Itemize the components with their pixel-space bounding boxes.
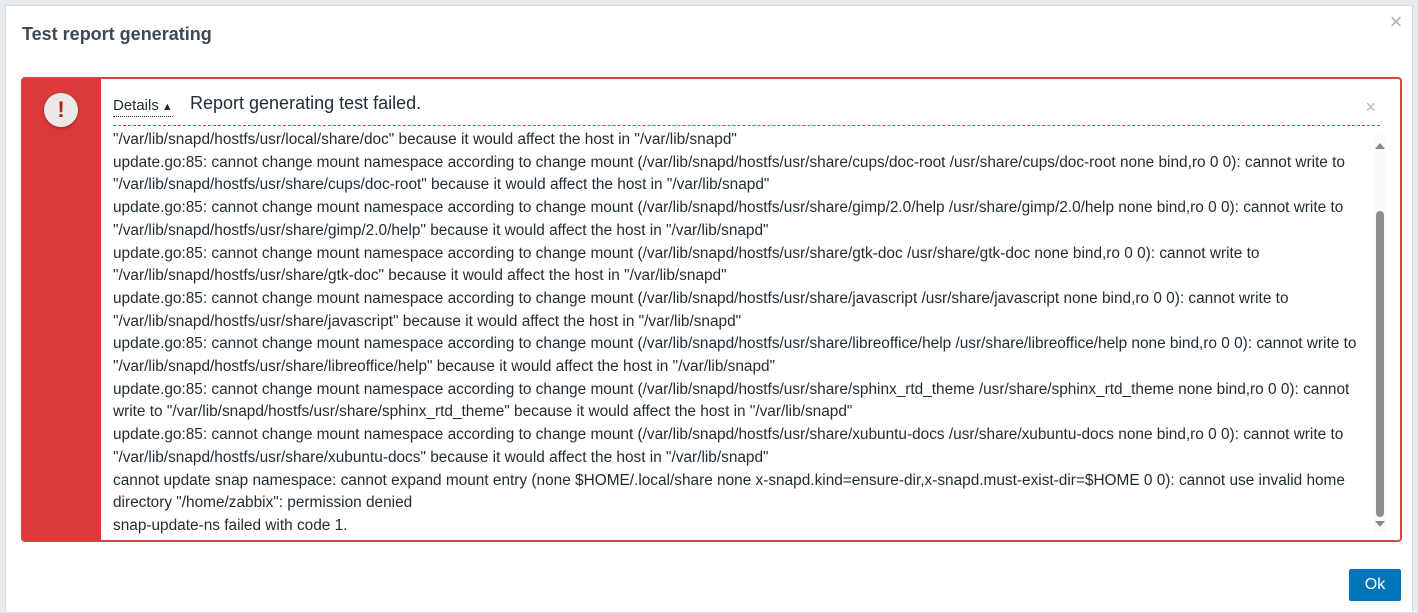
log-line: update.go:85: cannot change mount namespace according to change mount (/var/lib/snapd/hostfs/usr/share/javascript /usr/share/javascript none bind,ro 0 0): cannot write to "/var/lib/snapd/hostfs/usr/share/javascript" because it would affect the host in "/var/lib/snapd" [113, 289, 1289, 330]
error-title: Report generating test failed. [190, 93, 422, 113]
error-header [113, 91, 1380, 126]
log-line: update.go:85: cannot change mount namespace according to change mount (/var/lib/snapd/hostfs/usr/share/cups/doc-root /usr/share/cups/doc-root none bind,ro 0 0): cannot write to "/var/lib/snapd/hostfs/usr/share/cups/doc-root" because it would affect the host in "/var/lib/snapd" [113, 153, 1345, 194]
log-line: update.go:85: cannot change mount namespace according to change mount (/var/lib/snapd/hostfs/usr/share/gimp/2.0/help /usr/share/gimp/2.0/help none bind,ro 0 0): cannot write to "/var/lib/snapd/hostfs/usr/share/gimp/2.0/help" because it would affect the host in "/var/lib/snapd" [113, 199, 1344, 239]
log-line: snap-update-ns failed with code 1. [113, 516, 348, 534]
error-close-icon[interactable]: × [1365, 97, 1376, 117]
log-line: cannot update snap namespace: cannot expand mount entry (none $HOME/.local/share none x-snapd.kind=ensure-dir,x-snapd.must-exist-dir=$HOME 0 0): cannot use invalid home directory "/home/zabbix": permission denied [113, 471, 1345, 512]
log-line: update.go:85: cannot change mount namespace according to change mount (/var/lib/snapd/hostfs/usr/share/xubuntu-docs /usr/share/xubuntu-docs none bind,ro 0 0): cannot write to "/var/lib/snapd/hostfs/usr/share/xubuntu-docs" because it would affect the host in "/var/lib/snapd" [113, 426, 1344, 466]
scrollbar-thumb[interactable] [1376, 211, 1384, 517]
test-report-dialog [5, 5, 1413, 613]
scroll-up-arrow-icon[interactable] [1375, 143, 1385, 149]
ok-button[interactable]: Ok [1349, 569, 1401, 601]
triangle-up-icon: ▲ [161, 101, 173, 113]
dialog-title: Test report generating [22, 24, 212, 44]
log-line: update.go:85: cannot change mount namespace according to change mount (/var/lib/snapd/hostfs/usr/share/sphinx_rtd_theme /usr/share/sphinx_rtd_theme none bind,ro 0 0): cannot write to "/var/lib/snapd/hostfs/usr/share/sphinx_rtd_theme" because it would affect the host in "/var/lib/snapd" [113, 380, 1350, 421]
log-line: "/var/lib/snapd/hostfs/usr/local/share/doc" because it would affect the host in "/var/lib/snapd" [113, 131, 737, 148]
exclamation-icon: ! [44, 93, 78, 127]
details-label: Details [113, 97, 159, 114]
error-body [101, 79, 1400, 540]
log-scrollbar[interactable] [1374, 135, 1386, 535]
error-sidebar [23, 79, 101, 540]
error-message-box [21, 77, 1402, 542]
log-line: update.go:85: cannot change mount namespace according to change mount (/var/lib/snapd/hostfs/usr/share/libreoffice/help /usr/share/libreoffice/help none bind,ro 0 0): cannot write to "/var/lib/snapd/hostfs/usr/share/libreoffice/help" because it would affect the host in "/var/lib/snapd" [113, 335, 1357, 376]
log-line: update.go:85: cannot change mount namespace according to change mount (/var/lib/snapd/hostfs/usr/share/gtk-doc /usr/share/gtk-doc none bind,ro 0 0): cannot write to "/var/lib/snapd/hostfs/usr/share/gtk-doc" because it would affect the host in "/var/lib/snapd" [113, 244, 1260, 285]
dialog-close-icon[interactable]: × [1389, 9, 1403, 34]
scroll-down-arrow-icon[interactable] [1375, 521, 1385, 527]
details-toggle[interactable] [113, 97, 173, 117]
error-details-log [113, 129, 1365, 537]
